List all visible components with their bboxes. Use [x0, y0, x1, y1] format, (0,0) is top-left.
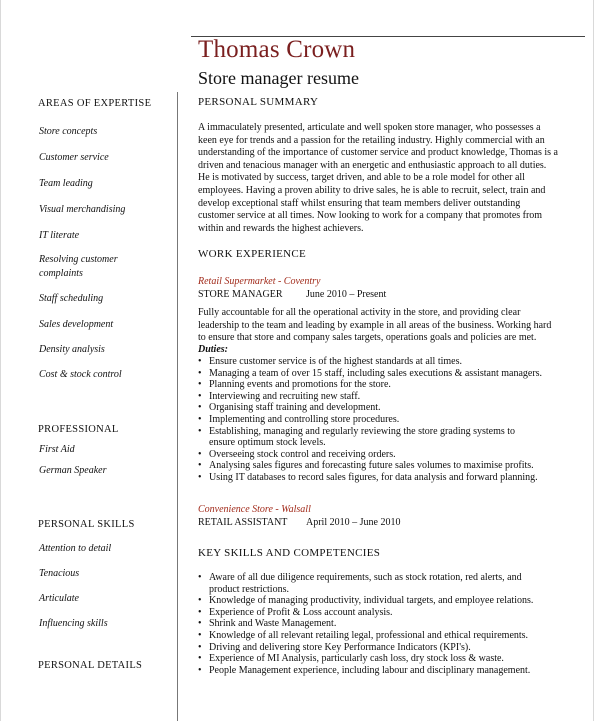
expertise-item: Sales development	[39, 319, 114, 330]
employer-name: Retail Supermarket - Coventry	[198, 276, 321, 287]
key-skills-heading: KEY SKILLS AND COMPETENCIES	[198, 547, 381, 559]
key-skill-item: • Shrink and Waste Management.	[198, 618, 568, 630]
job-title-line	[198, 517, 401, 528]
duty-item: • Implementing and controlling store procedures.	[198, 414, 568, 426]
key-skill-item: • Driving and delivering store Key Performance Indicators (KPI's).	[198, 642, 568, 654]
column-divider	[177, 92, 178, 721]
summary-heading: PERSONAL SUMMARY	[198, 96, 319, 108]
key-skill-item: • People Management experience, including labour and disciplinary management.	[198, 665, 568, 677]
professional-item: First Aid	[39, 444, 75, 455]
job-description: Fully accountable for all the operational activity in the store, and providing clear leadership to the team and leading by example in all areas of the business. Working hard to ensure that store and company sales targets, operations goals and policies are met.	[198, 307, 552, 344]
personal-skills-heading: PERSONAL SKILLS	[38, 519, 135, 530]
duties-label-text: Duties:	[198, 344, 228, 355]
expertise-item: Customer service	[39, 152, 109, 163]
duty-item: • Ensure customer service is of the highest standards at all times.	[198, 356, 568, 368]
personal-skill-item: Influencing skills	[39, 618, 108, 629]
duty-item: • Managing a team of over 15 staff, including sales executions & assistant managers.	[198, 368, 568, 380]
personal-skill-item: Articulate	[39, 593, 79, 604]
duty-item: • Analysing sales figures and forecasting future sales volumes to maximise profits.	[198, 460, 568, 472]
expertise-item: Resolving customer complaints	[39, 254, 118, 279]
professional-item: German Speaker	[39, 465, 107, 476]
candidate-name: Thomas Crown	[198, 36, 356, 63]
duties-label	[198, 344, 558, 357]
key-skill-item: • Knowledge of all relevant retailing legal, professional and ethical requirements.	[198, 630, 568, 642]
key-skills-list	[198, 572, 568, 676]
expertise-item: Density analysis	[39, 344, 105, 355]
job-role: STORE MANAGER	[198, 289, 283, 300]
job-dates: June 2010 – Present	[306, 289, 387, 300]
personal-details-heading: PERSONAL DETAILS	[38, 660, 143, 671]
duty-item: • Organising staff training and development.	[198, 402, 568, 414]
expertise-item: Store concepts	[39, 126, 98, 137]
key-skill-item: • Knowledge of managing productivity, individual targets, and employee relations.	[198, 595, 568, 607]
key-skill-item: • Aware of all due diligence requirements, such as stock rotation, red alerts, and product restrictions.	[198, 572, 543, 595]
duty-item: • Overseeing stock control and receiving orders.	[198, 449, 568, 461]
expertise-item: Cost & stock control	[39, 369, 122, 380]
duty-item: • Using IT databases to record sales figures, for data analysis and forward planning.	[198, 472, 568, 484]
duty-item: • Establishing, managing and regularly reviewing the store grading systems to ensure optimum stock levels.	[198, 426, 528, 449]
key-skill-item: • Experience of MI Analysis, particularly cash loss, dry stock loss & waste.	[198, 653, 568, 665]
expertise-item: Team leading	[39, 178, 93, 189]
job-role: RETAIL ASSISTANT	[198, 517, 288, 528]
expertise-item: Visual merchandising	[39, 204, 126, 215]
expertise-heading: AREAS OF EXPERTISE	[38, 98, 152, 109]
professional-heading: PROFESSIONAL	[38, 424, 119, 435]
experience-heading: WORK EXPERIENCE	[198, 248, 307, 260]
resume-title: Store manager resume	[198, 68, 359, 88]
expertise-item: IT literate	[39, 230, 80, 241]
personal-skill-item: Tenacious	[39, 568, 80, 579]
duties-list	[198, 356, 568, 484]
summary-text: A immaculately presented, articulate and well spoken store manager, who possesses a keen eye for trends and a passion for the retailing industry. Highly commercial with an understanding of the importance of customer service and product knowledge, Thomas is a driven and tenacious manager with an energetic and enthusiastic approach to all duties. He is motivated by success, target driven, and able to be a role model for other all employees. Having a proven ability to drive sales, he is able to recruit, select, train and develop exceptional staff whilst ensuring that team members deliver outstanding customer service at all times. Now looking to work for a company that promotes from within and rewards the highest achievers.	[198, 122, 558, 234]
duty-item: • Planning events and promotions for the store.	[198, 379, 568, 391]
duty-item: • Interviewing and recruiting new staff.	[198, 391, 568, 403]
job-dates: April 2010 – June 2010	[306, 517, 401, 528]
job-title-line	[198, 289, 387, 300]
employer-name: Convenience Store - Walsall	[198, 504, 311, 515]
personal-skill-item: Attention to detail	[39, 543, 112, 554]
key-skill-item: • Experience of Profit & Loss account analysis.	[198, 607, 568, 619]
expertise-item: Staff scheduling	[39, 293, 104, 304]
